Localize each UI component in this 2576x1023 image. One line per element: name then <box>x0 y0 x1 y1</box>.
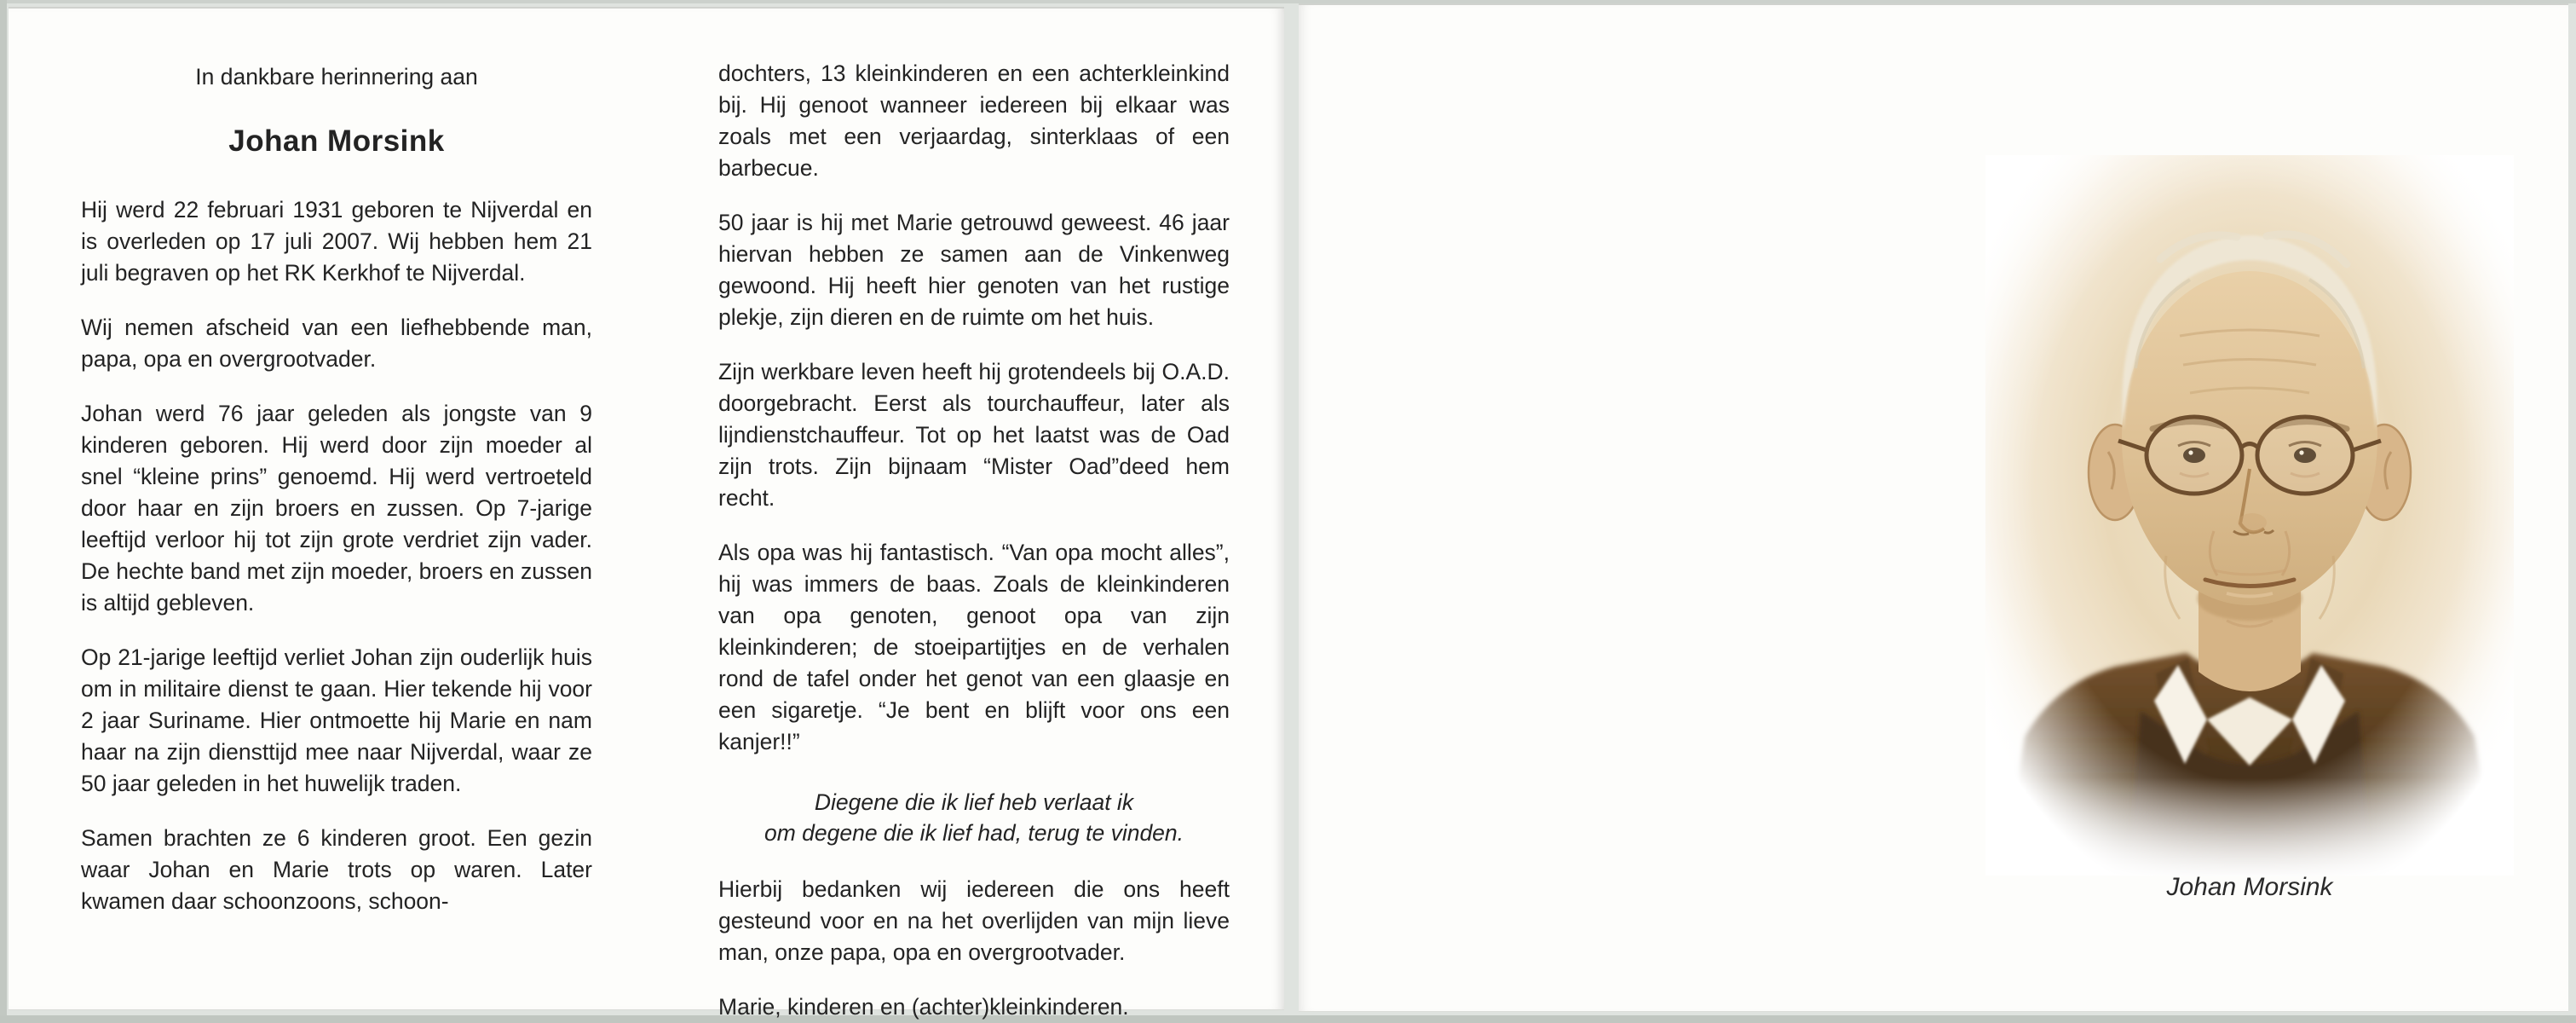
paragraph-birth-death: Hij werd 22 februari 1931 geboren te Nijverdal en is overleden op 17 juli 2007. Wij hebben hem 21 juli begraven op het RK Kerkhof te Nijverdal. <box>81 197 592 286</box>
paragraph-work-oad: Zijn werkbare leven heeft hij grotendeels bij O.A.D. doorgebracht. Eerst als tourchauffeur, later als lijndienstchauffeur. Tot op het laatst was de Oad zijn trots. Zijn bijnaam “Mister Oad”deed hem recht. <box>718 359 1230 511</box>
column-1-paragraphs <box>81 194 592 917</box>
paragraph-thanks: Hierbij bedanken wij iedereen die ons heeft gesteund voor en na het overlijden van mijn lieve man, onze papa, opa en overgrootvader. <box>718 876 1230 965</box>
scan-edge-bottom <box>0 1015 2576 1023</box>
paragraph-marriage-home: 50 jaar is hij met Marie getrouwd geweest. 46 jaar hiervan hebben ze samen aan de Vinkenweg gewoond. Hij heeft hier genoten van het rustige plekje, zijn dieren en de ruimte om het huis. <box>718 210 1230 330</box>
paragraph-farewell: Wij nemen afscheid van een liefhebbende man, papa, opa en overgrootvader. <box>81 315 592 372</box>
paragraph-military-marriage: Op 21-jarige leeftijd verliet Johan zijn ouderlijk huis om in militaire dienst te gaan. Hier tekende hij voor 2 jaar Suriname. Hier ontmoette hij Marie en nam haar na zijn diensttijd mee naar Nijverdal, waar ze 50 jaar geleden in het huwelijk traden. <box>81 644 592 796</box>
scan-edge-left <box>0 0 7 1023</box>
card-left-page <box>9 7 1284 1020</box>
portrait-photo-svg <box>1985 155 2514 876</box>
card-right-page <box>1299 3 2568 1012</box>
paragraph-grandfather: Als opa was hij fantastisch. “Van opa mocht alles”, hij was immers de baas. Zoals de kleinkinderen van opa genoten, genoot opa van zijn kleinkinderen; de stoeipartijtjes en de verhalen rond de tafel onder het genot van een glaasje en een sigaretje. “Je bent en blijft voor ons een kanjer!!” <box>718 540 1230 754</box>
portrait-photo <box>1985 155 2514 876</box>
text-column-1 <box>81 61 592 940</box>
deceased-name: Johan Morsink <box>228 124 445 158</box>
closing-signature: Marie, kinderen en (achter)kleinkinderen. <box>718 994 1129 1020</box>
verse-line-2: om degene die ik lief had, terug te vinden. <box>764 820 1184 846</box>
photo-caption: Johan Morsink <box>2166 873 2333 901</box>
memorial-verse <box>718 787 1230 848</box>
text-column-2 <box>718 58 1230 1023</box>
verse-line-1: Diegene die ik lief heb verlaat ik <box>814 789 1134 815</box>
dedication-line: In dankbare herinnering aan <box>195 64 478 90</box>
paragraph-family-start: Samen brachten ze 6 kinderen groot. Een gezin waar Johan en Marie trots op waren. Later kwamen daar schoonzoons, schoon- <box>81 825 592 914</box>
paragraph-family-continued: dochters, 13 kleinkinderen en een achterkleinkind bij. Hij genoot wanneer iedereen bij elkaar was zoals met een verjaardag, sinterklaas of een barbecue. <box>718 61 1230 181</box>
paragraph-childhood: Johan werd 76 jaar geleden als jongste van 9 kinderen geboren. Hij werd door zijn moeder al snel “kleine prins” genoemd. Hij werd vertroeteld door haar en zijn broers en zussen. Op 7-jarige leeftijd verloor hij tot zijn grote verdriet zijn vader. De hechte band met zijn moeder, broers en zussen is altijd gebleven. <box>81 401 592 616</box>
